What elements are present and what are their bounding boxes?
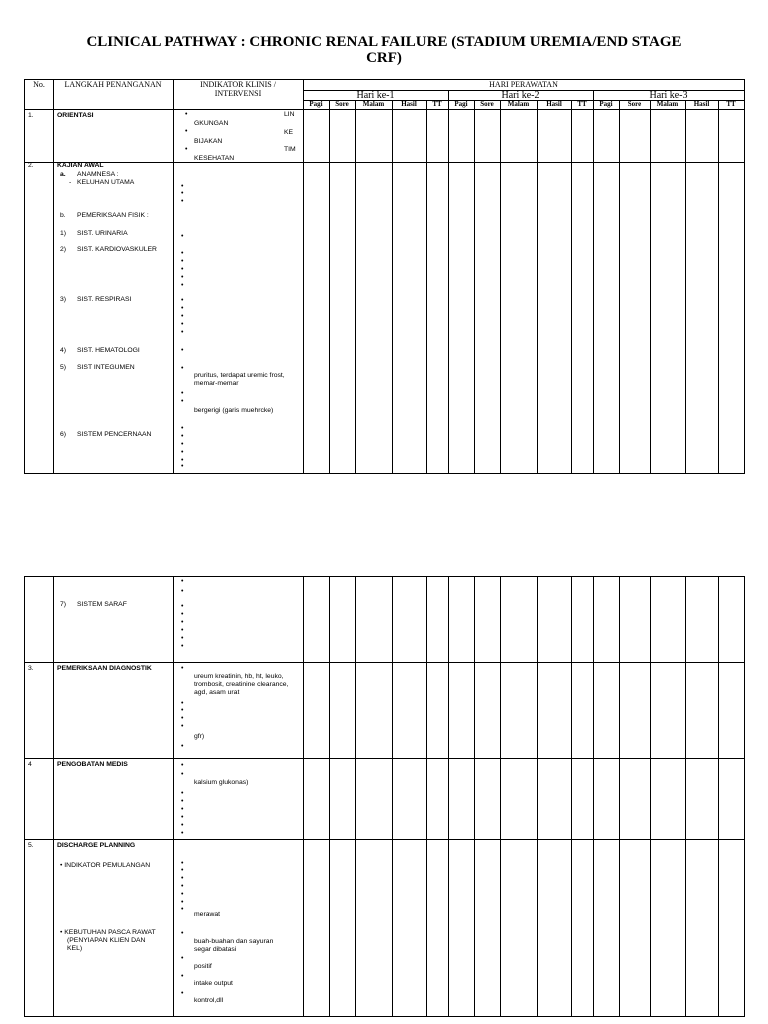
bullet-point: • — [181, 233, 184, 240]
bullet-point: • — [181, 441, 184, 448]
sub1-num: 1) — [60, 230, 67, 237]
bullet-point: • — [181, 578, 184, 585]
subcol-label: TT — [726, 100, 736, 108]
subcol-label: Hasil — [693, 100, 710, 108]
bullet-point: • — [181, 899, 184, 906]
sub6-label: SISTEM PENCERNAAN — [77, 431, 152, 438]
header-day-2: Hari ke-2 — [501, 90, 540, 101]
bullet-point: • — [181, 806, 184, 813]
table2-border — [25, 577, 745, 1017]
section5-kebutuhan-1: • KEBUTUHAN PASCA RAWAT — [60, 929, 156, 936]
section2-pemeriksaan-fisik: PEMERIKSAAN FISIK : — [77, 212, 149, 219]
bullet-point: • — [181, 715, 184, 722]
bullet-point: • — [181, 347, 184, 354]
bullet-point: • — [181, 305, 184, 312]
sub5-label: SIST INTEGUMEN — [77, 364, 135, 371]
bullet-point: • — [181, 955, 184, 962]
sub5-num: 5) — [60, 364, 67, 371]
section1-item-kesehatan: KESEHATAN — [194, 155, 235, 162]
bullet-point: • — [181, 258, 184, 265]
bullet-point: • — [181, 723, 184, 730]
section2-a: a. — [60, 171, 66, 178]
header-day-3: Hari ke-3 — [649, 90, 688, 101]
bullet-point: • — [181, 643, 184, 650]
section5-kontrol: kontrol,dll — [194, 997, 224, 1004]
header-no: No. — [33, 80, 45, 89]
sub6-num: 6) — [60, 431, 67, 438]
subcol-label: Sore — [627, 100, 642, 108]
section1-bullet-2: • — [185, 128, 188, 135]
bullet-point: • — [181, 329, 184, 336]
section3-text-1: ureum kreatinin, hb, ht, leuko, — [194, 673, 284, 680]
bullet-point: • — [181, 822, 184, 829]
section1-bullet-3: • — [185, 146, 188, 153]
title-line-2: CRF) — [366, 50, 402, 66]
header-day-1: Hari ke-1 — [356, 90, 395, 101]
section2-keluhan: KELUHAN UTAMA — [77, 179, 135, 186]
bullet-point: • — [181, 457, 184, 464]
header-langkah: LANGKAH PENANGANAN — [64, 80, 162, 89]
section2-title: KAJIAN AWAL — [57, 162, 104, 169]
subcol-label: Pagi — [599, 100, 613, 108]
bullet-point: • — [181, 875, 184, 882]
section3-title: PEMERIKSAAN DIAGNOSTIK — [57, 665, 152, 672]
section2-b: b. — [60, 212, 66, 219]
section1-item-ke: KE — [284, 129, 294, 136]
bullet-point: • — [181, 700, 184, 707]
section2-anamnesa: ANAMNESA : — [77, 171, 119, 178]
sub3-num: 3) — [60, 296, 67, 303]
subcol-label: Sore — [480, 100, 494, 108]
subcol-label: TT — [577, 100, 587, 108]
bullet-point: • — [181, 665, 184, 672]
bullet-point: • — [181, 198, 184, 205]
bullet-point: • — [181, 814, 184, 821]
integumen-text-3: bergerigi (garis muehrcke) — [194, 407, 274, 414]
bullet-point: • — [181, 266, 184, 273]
sub1-label: SIST. URINARIA — [77, 230, 128, 237]
section5-buah-1: buah-buahan dan sayuran — [194, 938, 274, 945]
section2-no: 2. — [28, 162, 34, 169]
section5-kebutuhan-2: (PENYIAPAN KLIEN DAN — [67, 937, 146, 944]
bullet-point: • — [181, 425, 184, 432]
bullet-point: • — [181, 762, 184, 769]
bullet-point: • — [181, 603, 184, 610]
bullet-point: • — [181, 883, 184, 890]
bullet-point: • — [181, 398, 184, 405]
section5-intake: intake output — [194, 980, 233, 987]
bullet-point: • — [181, 790, 184, 797]
subcol-label: TT — [432, 100, 442, 108]
section3-text-4: gfr) — [194, 733, 205, 740]
section5-indikator: • INDIKATOR PEMULANGAN — [60, 862, 151, 869]
bullet-point: • — [181, 867, 184, 874]
bullet-point: • — [181, 798, 184, 805]
section1-item-gkungan: GKUNGAN — [194, 120, 229, 127]
bullet-point: • — [181, 321, 184, 328]
saraf-num: 7) — [60, 601, 67, 608]
section5-title: DISCHARGE PLANNING — [57, 842, 136, 849]
bullet-point: • — [181, 274, 184, 281]
bullet-point: • — [181, 619, 184, 626]
section3-text-2: trombosit, creatinine clearance, — [194, 681, 289, 688]
bullet-point: • — [181, 830, 184, 837]
bullet-point: • — [181, 449, 184, 456]
section5-buah-2: segar dibatasi — [194, 946, 237, 953]
title-line-1: CLINICAL PATHWAY : CHRONIC RENAL FAILURE (STADIUM UREMIA/END STAGE — [86, 34, 682, 50]
subcol-label: Pagi — [454, 100, 468, 108]
section5-merawat: merawat — [194, 911, 221, 918]
section3-no: 3. — [28, 665, 34, 672]
sub3-label: SIST. RESPIRASI — [77, 296, 132, 303]
bullet-point: • — [181, 891, 184, 898]
subcol-label: Pagi — [309, 100, 323, 108]
sub2-label: SIST. KARDIOVASKULER — [77, 246, 157, 253]
bullet-point: • — [181, 990, 184, 997]
bullet-point: • — [181, 365, 184, 372]
section1-title: ORIENTASI — [57, 112, 94, 119]
section5-no: 5. — [28, 842, 34, 849]
saraf-label: SISTEM SARAF — [77, 601, 127, 608]
section5-positif: positif — [194, 963, 212, 970]
bullet-point: • — [181, 860, 184, 867]
section2-dash: - — [69, 179, 72, 186]
bullet-point: • — [181, 183, 184, 190]
section1-item-tim: TIM — [284, 146, 296, 153]
section1-no: 1. — [28, 112, 34, 119]
subcol-label: Malam — [507, 100, 530, 108]
bullet-point: • — [181, 282, 184, 289]
bullet-point: • — [181, 463, 184, 470]
bullet-point: • — [181, 588, 184, 595]
bullet-point: • — [181, 313, 184, 320]
sub4-label: SIST. HEMATOLOGI — [77, 347, 140, 354]
section5-kebutuhan-3: KEL) — [67, 945, 83, 952]
section1-item-bijakan: BIJAKAN — [194, 138, 223, 145]
subcol-label: Sore — [335, 100, 349, 108]
bullet-point: • — [181, 771, 184, 778]
bullet-point: • — [181, 635, 184, 642]
header-indikator-2: INTERVENSI — [214, 89, 262, 98]
bullet-point: • — [181, 707, 184, 714]
section1-item-lin: LIN — [284, 111, 295, 118]
integumen-text-2: memar-memar — [194, 380, 239, 387]
bullet-point: • — [181, 743, 184, 750]
sub4-num: 4) — [60, 347, 67, 354]
bullet-point: • — [181, 297, 184, 304]
section4-text-1: kalsium glukonas) — [194, 779, 249, 786]
table1-border — [25, 80, 745, 474]
integumen-text-1: pruritus, terdapat uremic frost, — [194, 372, 285, 379]
header-hari-perawatan: HARI PERAWATAN — [489, 80, 558, 89]
bullet-point: • — [181, 190, 184, 197]
subcol-label: Malam — [362, 100, 385, 108]
section3-text-3: agd, asam urat — [194, 689, 240, 696]
section1-bullet-1: • — [185, 111, 188, 118]
sub2-num: 2) — [60, 246, 67, 253]
bullet-point: • — [181, 930, 184, 937]
bullet-point: • — [181, 627, 184, 634]
bullet-point: • — [181, 250, 184, 257]
section4-no: 4 — [28, 761, 32, 768]
header-indikator-1: INDIKATOR KLINIS / — [200, 80, 276, 89]
bullet-point: • — [181, 390, 184, 397]
section4-title: PENGOBATAN MEDIS — [57, 761, 128, 768]
bullet-point: • — [181, 433, 184, 440]
subcol-label: Hasil — [401, 100, 417, 108]
bullet-point: • — [181, 906, 184, 913]
bullet-point: • — [181, 611, 184, 618]
bullet-point: • — [181, 973, 184, 980]
subcol-label: Hasil — [546, 100, 562, 108]
subcol-label: Malam — [656, 100, 679, 108]
